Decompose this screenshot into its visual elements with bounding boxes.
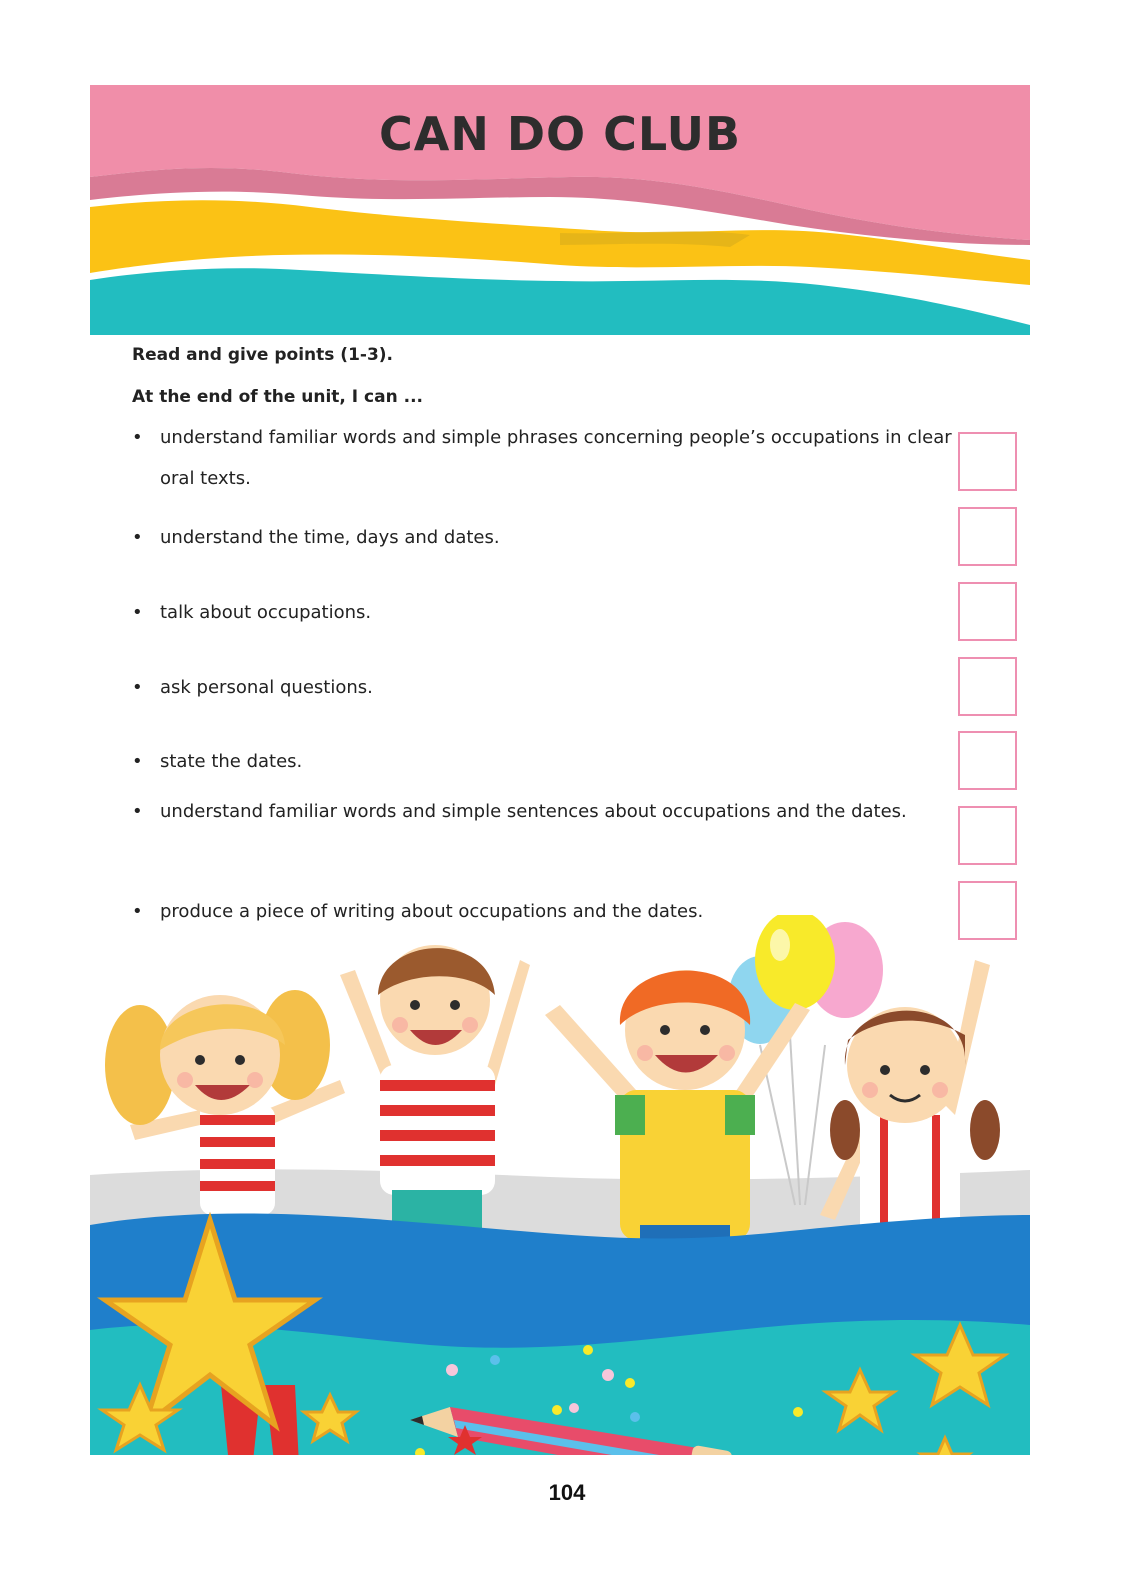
can-do-item-text: produce a piece of writing about occupations and the dates. [160,901,704,922]
can-do-item-text: talk about occupations. [160,602,372,623]
can-do-item-1 [132,417,962,499]
can-do-item-text: understand familiar words and simple phrases concerning people’s occupations in clear oral texts. [160,427,952,489]
can-do-item-text: understand the time, days and dates. [160,527,500,548]
bullet-marker: • [132,751,143,772]
page-title: CAN DO CLUB [378,107,742,161]
instruction-line-1: Read and give points (1-3). [132,345,394,365]
bullet-marker: • [132,801,143,822]
bullet-marker: • [132,427,143,448]
bullet-marker: • [132,677,143,698]
can-do-item-text: state the dates. [160,751,303,772]
score-box-1[interactable] [958,432,1017,491]
can-do-item-text: understand familiar words and simple sentences about occupations and the dates. [160,801,907,822]
bullet-marker: • [132,901,143,922]
can-do-item-4 [132,667,962,708]
can-do-item-text: ask personal questions. [160,677,373,698]
can-do-item-2 [132,517,962,558]
can-do-item-3 [132,592,962,633]
score-box-2[interactable] [958,507,1017,566]
score-box-5[interactable] [958,731,1017,790]
can-do-item-6 [132,791,962,832]
score-box-3[interactable] [958,582,1017,641]
kids-illustration [90,915,1030,1455]
instruction-line-2: At the end of the unit, I can ... [132,387,423,407]
bullet-marker: • [132,527,143,548]
worksheet-page [90,85,1030,1455]
bullet-marker: • [132,602,143,623]
score-box-6[interactable] [958,806,1017,865]
score-box-4[interactable] [958,657,1017,716]
can-do-item-5 [132,741,962,782]
page-number: 104 [548,1480,586,1505]
